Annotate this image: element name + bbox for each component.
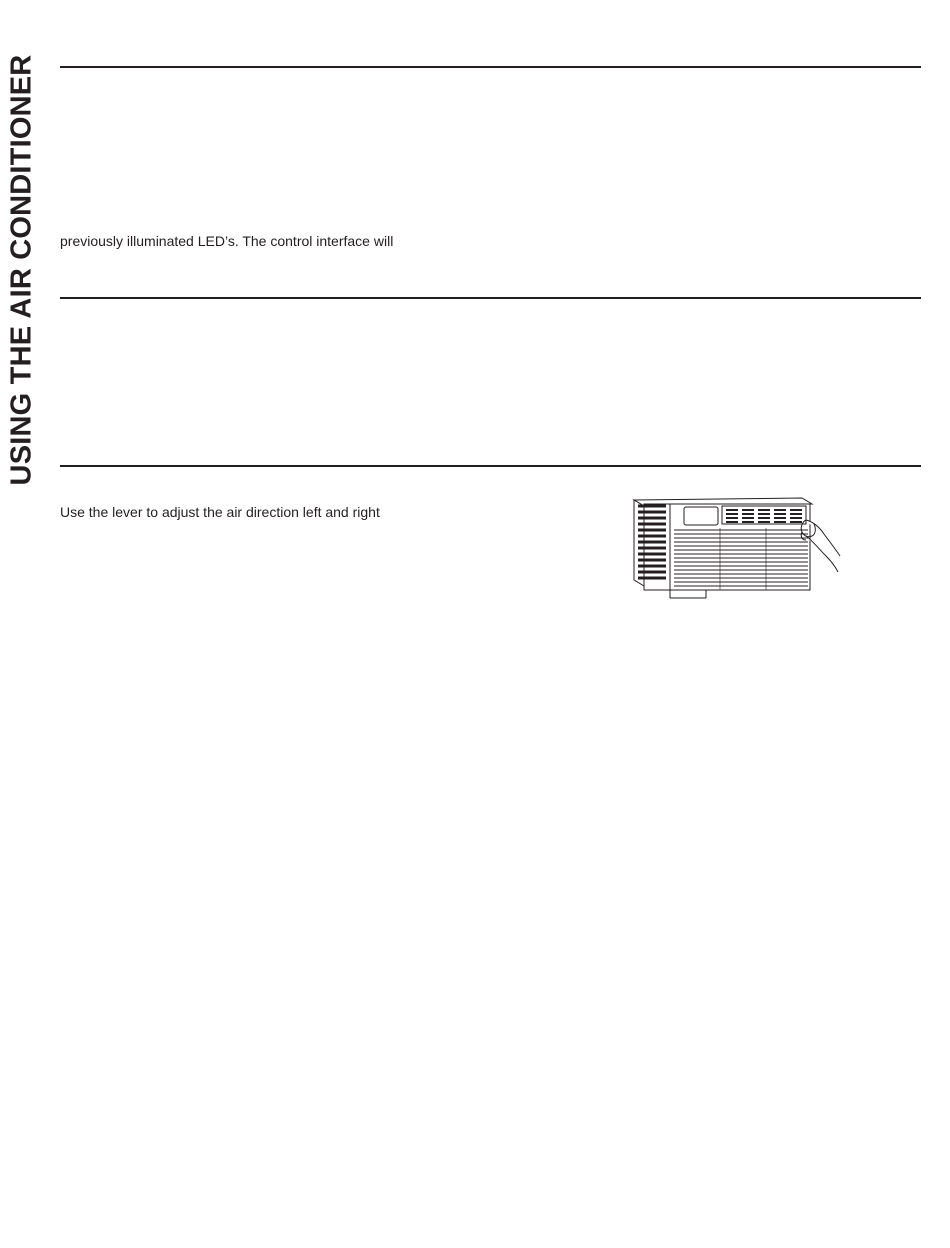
air-conditioner-illustration xyxy=(630,494,842,602)
divider-rule-top xyxy=(60,66,921,68)
divider-rule-bottom xyxy=(60,465,921,467)
section-side-title xyxy=(0,0,44,540)
paragraph-lever: Use the lever to adjust the air direction left and right xyxy=(60,504,380,520)
section-title-text: USING THE AIR CONDITIONER xyxy=(5,54,38,486)
paragraph-led: previously illuminated LED’s. The control interface will xyxy=(60,233,394,249)
divider-rule-middle xyxy=(60,297,921,299)
